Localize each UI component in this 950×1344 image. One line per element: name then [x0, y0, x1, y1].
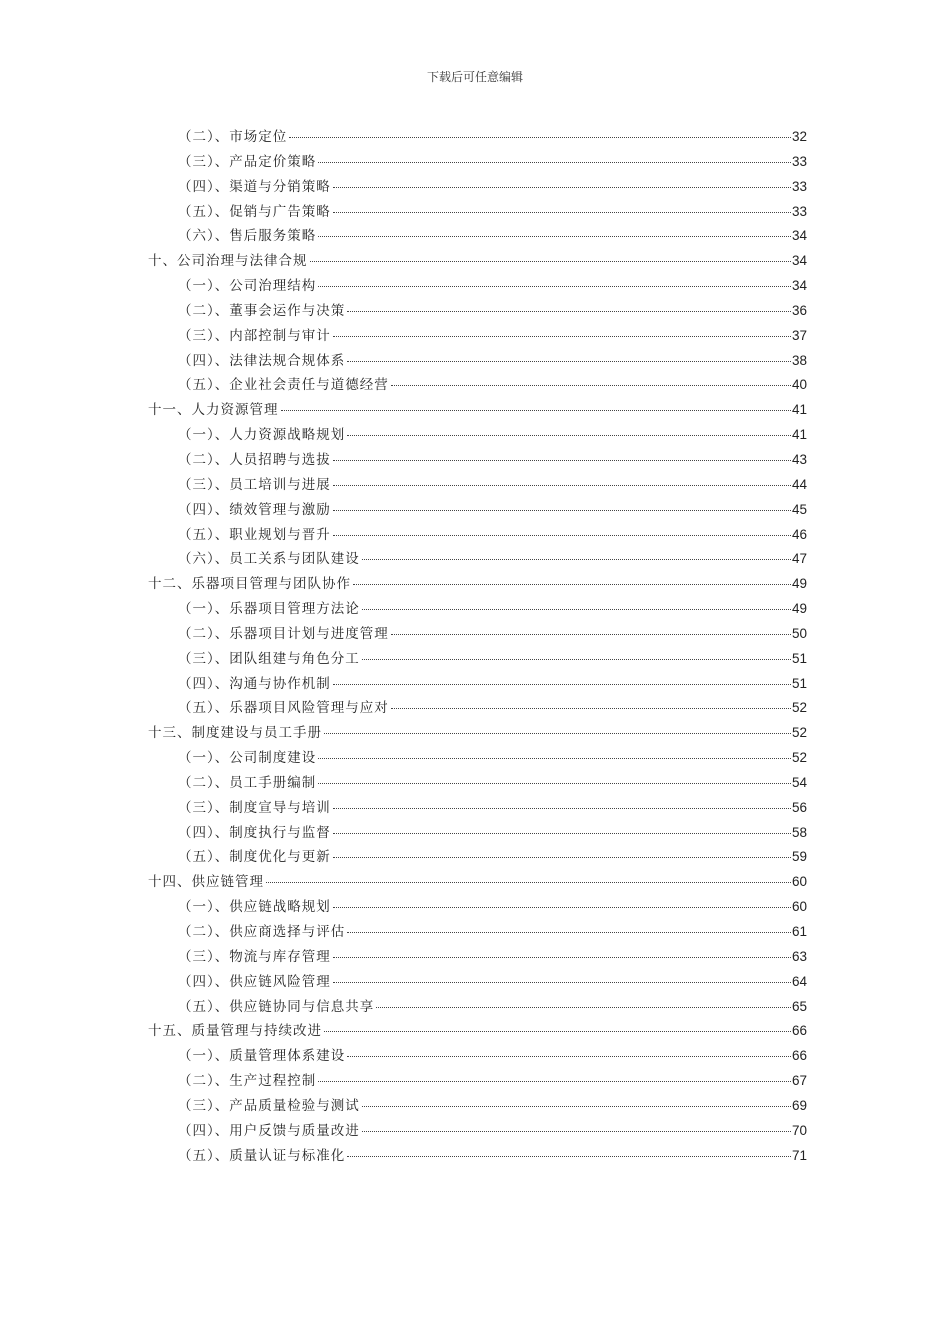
- toc-dot-leader: [353, 584, 791, 585]
- toc-entry-label: （一）、人力资源战略规划: [178, 427, 346, 444]
- toc-dot-leader: [347, 932, 791, 933]
- toc-section-entry[interactable]: [148, 324, 807, 349]
- toc-page-number: 66: [791, 1048, 807, 1064]
- toc-dot-leader: [362, 559, 791, 560]
- toc-page-number: 49: [791, 601, 807, 617]
- toc-page-number: 58: [791, 824, 807, 840]
- toc-entry-label: （二）、董事会运作与决策: [178, 302, 346, 319]
- toc-page-number: 66: [791, 1023, 807, 1039]
- toc-page-number: 41: [791, 427, 807, 443]
- toc-entry-label: （三）、产品定价策略: [178, 153, 317, 170]
- toc-section-entry[interactable]: [148, 299, 807, 324]
- toc-dot-leader: [333, 857, 791, 858]
- toc-entry-label: （三）、产品质量检验与测试: [178, 1097, 360, 1114]
- toc-dot-leader: [333, 833, 791, 834]
- toc-page-number: 33: [791, 203, 807, 219]
- toc-entry-label: （四）、供应链风险管理: [178, 973, 331, 990]
- toc-dot-leader: [362, 609, 791, 610]
- toc-dot-leader: [281, 410, 791, 411]
- toc-dot-leader: [333, 957, 791, 958]
- toc-entry-label: （五）、职业规划与晋升: [178, 526, 331, 543]
- toc-dot-leader: [333, 535, 791, 536]
- toc-section-entry[interactable]: [148, 821, 807, 846]
- toc-entry-label: （三）、内部控制与审计: [178, 327, 331, 344]
- toc-page-number: 52: [791, 725, 807, 741]
- toc-entry-label: 十二、乐器项目管理与团队协作: [148, 576, 351, 593]
- toc-section-entry[interactable]: [148, 473, 807, 498]
- toc-section-entry[interactable]: [148, 920, 807, 945]
- toc-entry-label: （三）、制度宣导与培训: [178, 799, 331, 816]
- toc-dot-leader: [333, 808, 791, 809]
- toc-dot-leader: [333, 212, 791, 213]
- toc-dot-leader: [347, 361, 791, 362]
- toc-page-number: 47: [791, 551, 807, 567]
- toc-dot-leader: [289, 137, 791, 138]
- toc-dot-leader: [362, 659, 791, 660]
- toc-dot-leader: [347, 1156, 791, 1157]
- toc-section-entry[interactable]: [148, 498, 807, 523]
- toc-chapter-entry[interactable]: [148, 572, 807, 597]
- toc-dot-leader: [333, 336, 791, 337]
- toc-page-number: 67: [791, 1073, 807, 1089]
- toc-section-entry[interactable]: [148, 622, 807, 647]
- toc-page-number: 50: [791, 625, 807, 641]
- toc-section-entry[interactable]: [148, 150, 807, 175]
- toc-chapter-entry[interactable]: [148, 249, 807, 274]
- toc-entry-label: （四）、用户反馈与质量改进: [178, 1122, 360, 1139]
- toc-dot-leader: [347, 435, 791, 436]
- toc-page-number: 71: [791, 1147, 807, 1163]
- toc-dot-leader: [333, 485, 791, 486]
- toc-page-number: 34: [791, 278, 807, 294]
- toc-dot-leader: [324, 733, 791, 734]
- toc-section-entry[interactable]: [148, 1069, 807, 1094]
- toc-section-entry[interactable]: [148, 224, 807, 249]
- toc-entry-label: （二）、员工手册编制: [178, 774, 317, 791]
- toc-section-entry[interactable]: [148, 1144, 807, 1169]
- toc-entry-label: （二）、供应商选择与评估: [178, 924, 346, 940]
- toc-page-number: 33: [791, 178, 807, 194]
- toc-page-number: 44: [791, 476, 807, 492]
- toc-page-number: 51: [791, 675, 807, 691]
- toc-entry-label: （五）、供应链协同与信息共享: [178, 998, 375, 1015]
- toc-entry-label: （一）、质量管理体系建设: [178, 1048, 346, 1065]
- toc-page-number: 60: [791, 899, 807, 915]
- toc-entry-label: （五）、乐器项目风险管理与应对: [178, 700, 389, 717]
- toc-dot-leader: [324, 1031, 791, 1032]
- toc-entry-label: 十、公司治理与法律合规: [148, 253, 308, 270]
- toc-section-entry[interactable]: [148, 672, 807, 697]
- toc-page-number: 49: [791, 576, 807, 592]
- toc-dot-leader: [362, 1131, 791, 1132]
- toc-dot-leader: [333, 907, 791, 908]
- toc-entry-label: 十五、质量管理与持续改进: [148, 1023, 322, 1040]
- toc-section-entry[interactable]: [148, 995, 807, 1020]
- toc-page-number: 51: [791, 650, 807, 666]
- toc-page-number: 34: [791, 253, 807, 269]
- toc-entry-label: 十三、制度建设与员工手册: [148, 725, 322, 742]
- toc-page-number: 52: [791, 750, 807, 766]
- toc-section-entry[interactable]: [148, 771, 807, 796]
- toc-entry-label: （五）、企业社会责任与道德经营: [178, 377, 389, 394]
- toc-entry-label: （一）、公司治理结构: [178, 278, 317, 295]
- toc-dot-leader: [318, 162, 791, 163]
- toc-section-entry[interactable]: [148, 373, 807, 398]
- toc-section-entry[interactable]: [148, 1044, 807, 1069]
- toc-section-entry[interactable]: [148, 970, 807, 995]
- toc-section-entry[interactable]: [148, 125, 807, 150]
- toc-page-number: 56: [791, 799, 807, 815]
- toc-entry-label: （二）、乐器项目计划与进度管理: [178, 625, 389, 642]
- toc-section-entry[interactable]: [148, 1094, 807, 1119]
- toc-page-number: 70: [791, 1122, 807, 1138]
- toc-section-entry[interactable]: [148, 895, 807, 920]
- toc-chapter-entry[interactable]: [148, 1019, 807, 1044]
- toc-entry-label: （四）、渠道与分销策略: [178, 178, 331, 195]
- toc-section-entry[interactable]: [148, 349, 807, 374]
- toc-chapter-entry[interactable]: [148, 870, 807, 895]
- toc-page-number: 43: [791, 451, 807, 467]
- toc-entry-label: （一）、供应链战略规划: [178, 899, 331, 916]
- toc-entry-label: （五）、促销与广告策略: [178, 203, 331, 220]
- toc-dot-leader: [333, 460, 791, 461]
- toc-chapter-entry[interactable]: [148, 721, 807, 746]
- toc-section-entry[interactable]: [148, 597, 807, 622]
- toc-section-entry[interactable]: [148, 175, 807, 200]
- toc-entry-label: （一）、乐器项目管理方法论: [178, 601, 360, 618]
- toc-entry-label: （六）、售后服务策略: [178, 228, 317, 245]
- toc-entry-label: （三）、团队组建与角色分工: [178, 650, 360, 667]
- toc-entry-label: （六）、员工关系与团队建设: [178, 551, 360, 568]
- toc-page-number: 54: [791, 774, 807, 790]
- toc-section-entry[interactable]: [148, 523, 807, 548]
- toc-page-number: 32: [791, 129, 807, 144]
- toc-section-entry[interactable]: [148, 274, 807, 299]
- toc-chapter-entry[interactable]: [148, 398, 807, 423]
- toc-dot-leader: [391, 708, 791, 709]
- toc-page-number: 60: [791, 874, 807, 890]
- toc-dot-leader: [310, 261, 791, 262]
- toc-entry-label: （一）、公司制度建设: [178, 750, 317, 767]
- toc-section-entry[interactable]: [148, 1119, 807, 1144]
- toc-page-number: 64: [791, 973, 807, 989]
- toc-page-number: 41: [791, 402, 807, 418]
- toc-page-number: 61: [791, 924, 807, 939]
- toc-entry-label: （五）、质量认证与标准化: [178, 1147, 346, 1164]
- toc-entry-label: （二）、人员招聘与选拔: [178, 451, 331, 468]
- toc-page-number: 34: [791, 228, 807, 244]
- toc-section-entry[interactable]: [148, 448, 807, 473]
- toc-section-entry[interactable]: [148, 647, 807, 672]
- toc-dot-leader: [347, 1056, 791, 1057]
- toc-entry-label: （三）、物流与库存管理: [178, 948, 331, 965]
- toc-dot-leader: [333, 187, 791, 188]
- toc-page-number: 69: [791, 1097, 807, 1113]
- toc-entry-label: （二）、市场定位: [178, 129, 288, 145]
- toc-page-number: 63: [791, 948, 807, 964]
- toc-section-entry[interactable]: [148, 423, 807, 448]
- toc-section-entry[interactable]: [148, 945, 807, 970]
- toc-dot-leader: [318, 758, 791, 759]
- toc-section-entry[interactable]: [148, 696, 807, 721]
- toc-entry-label: （三）、员工培训与进展: [178, 476, 331, 493]
- toc-entry-label: （四）、绩效管理与激励: [178, 501, 331, 518]
- toc-section-entry[interactable]: [148, 547, 807, 572]
- toc-dot-leader: [318, 236, 791, 237]
- toc-page-number: 38: [791, 352, 807, 368]
- toc-dot-leader: [318, 286, 791, 287]
- toc-entry-label: （四）、制度执行与监督: [178, 824, 331, 841]
- toc-dot-leader: [318, 783, 791, 784]
- toc-section-entry[interactable]: [148, 746, 807, 771]
- toc-section-entry[interactable]: [148, 845, 807, 870]
- toc-entry-label: 十四、供应链管理: [148, 874, 264, 891]
- toc-dot-leader: [376, 1007, 791, 1008]
- toc-dot-leader: [333, 510, 791, 511]
- toc-page-number: 59: [791, 849, 807, 865]
- toc-dot-leader: [391, 634, 791, 635]
- toc-page-number: 65: [791, 998, 807, 1014]
- toc-page-number: 52: [791, 700, 807, 716]
- toc-dot-leader: [266, 882, 791, 883]
- toc-dot-leader: [347, 311, 791, 312]
- toc-dot-leader: [318, 1081, 791, 1082]
- toc-entry-label: （四）、沟通与协作机制: [178, 675, 331, 692]
- toc-page-number: 36: [791, 302, 807, 318]
- toc-page-number: 33: [791, 153, 807, 169]
- toc-page-number: 40: [791, 377, 807, 393]
- toc-section-entry[interactable]: [148, 200, 807, 225]
- toc-dot-leader: [362, 1106, 791, 1107]
- toc-entry-label: 十一、人力资源管理: [148, 402, 279, 419]
- toc-page-number: 46: [791, 526, 807, 542]
- toc-entry-label: （二）、生产过程控制: [178, 1073, 317, 1090]
- page-header: 下载后可任意编辑: [426, 70, 523, 84]
- toc-section-entry[interactable]: [148, 796, 807, 821]
- toc-page-number: 37: [791, 327, 807, 343]
- toc-entry-label: （五）、制度优化与更新: [178, 849, 331, 866]
- toc-page-number: 45: [791, 501, 807, 517]
- toc-dot-leader: [333, 982, 791, 983]
- toc-dot-leader: [391, 385, 791, 386]
- toc-entry-label: （四）、法律法规合规体系: [178, 352, 346, 369]
- toc-dot-leader: [333, 684, 791, 685]
- table-of-contents: [148, 125, 807, 1168]
